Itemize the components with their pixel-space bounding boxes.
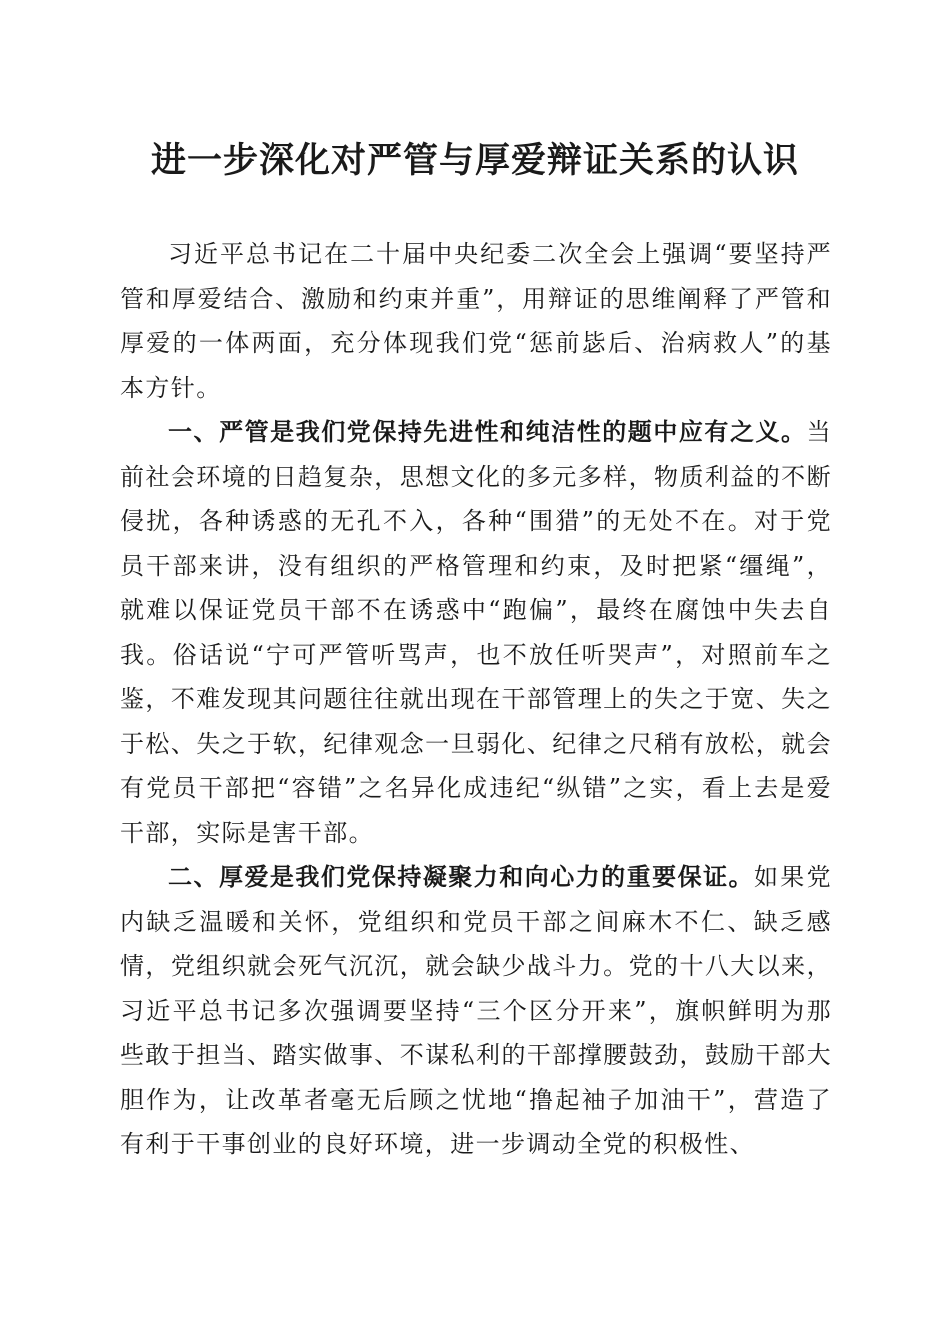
section-heading: 一、严管是我们党保持先进性和纯洁性的题中应有之义。 [168, 418, 807, 446]
paragraph-section-two [120, 855, 832, 1167]
section-heading: 二、厚爱是我们党保持凝聚力和向心力的重要保证。 [168, 863, 755, 891]
paragraph-section-one [120, 410, 832, 855]
paragraph-text: 习近平总书记在二十届中央纪委二次全会上强调“要坚持严管和厚爱结合、激励和约束并重”，用辩证的思维阐释了严管和厚爱的一体两面，充分体现我们党“惩前毖后、治病救人”的基本方针。 [120, 240, 832, 402]
paragraph-text: 当前社会环境的日趋复杂，思想文化的多元多样，物质利益的不断侵扰，各种诱惑的无孔不入，各种“围猎”的无处不在。对于党员干部来讲，没有组织的严格管理和约束，及时把紧“缰绳”，就难以保证党员干部不在诱惑中“跑偏”，最终在腐蚀中失去自我。俗话说“宁可严管听骂声，也不放任听哭声”，对照前车之鉴，不难发现其问题往往就出现在干部管理上的失之于宽、失之于松、失之于软，纪律观念一旦弱化、纪律之尺稍有放松，就会有党员干部把“容错”之名异化成违纪“纵错”之实，看上去是爱干部，实际是害干部。 [120, 418, 832, 847]
paragraph-text: 如果党内缺乏温暖和关怀，党组织和党员干部之间麻木不仁、缺乏感情，党组织就会死气沉沉，就会缺少战斗力。党的十八大以来，习近平总书记多次强调要坚持“三个区分开来”，旗帜鲜明为那些敢于担当、踏实做事、不谋私利的干部撑腰鼓劲，鼓励干部大胆作为，让改革者毫无后顾之忧地“撸起袖子加油干”，营造了有利于干事创业的良好环境，进一步调动全党的积极性、 [120, 863, 832, 1158]
paragraph-intro [120, 232, 832, 410]
document-title: 进一步深化对严管与厚爱辩证关系的认识 [150, 140, 799, 181]
document-body [120, 232, 832, 1167]
